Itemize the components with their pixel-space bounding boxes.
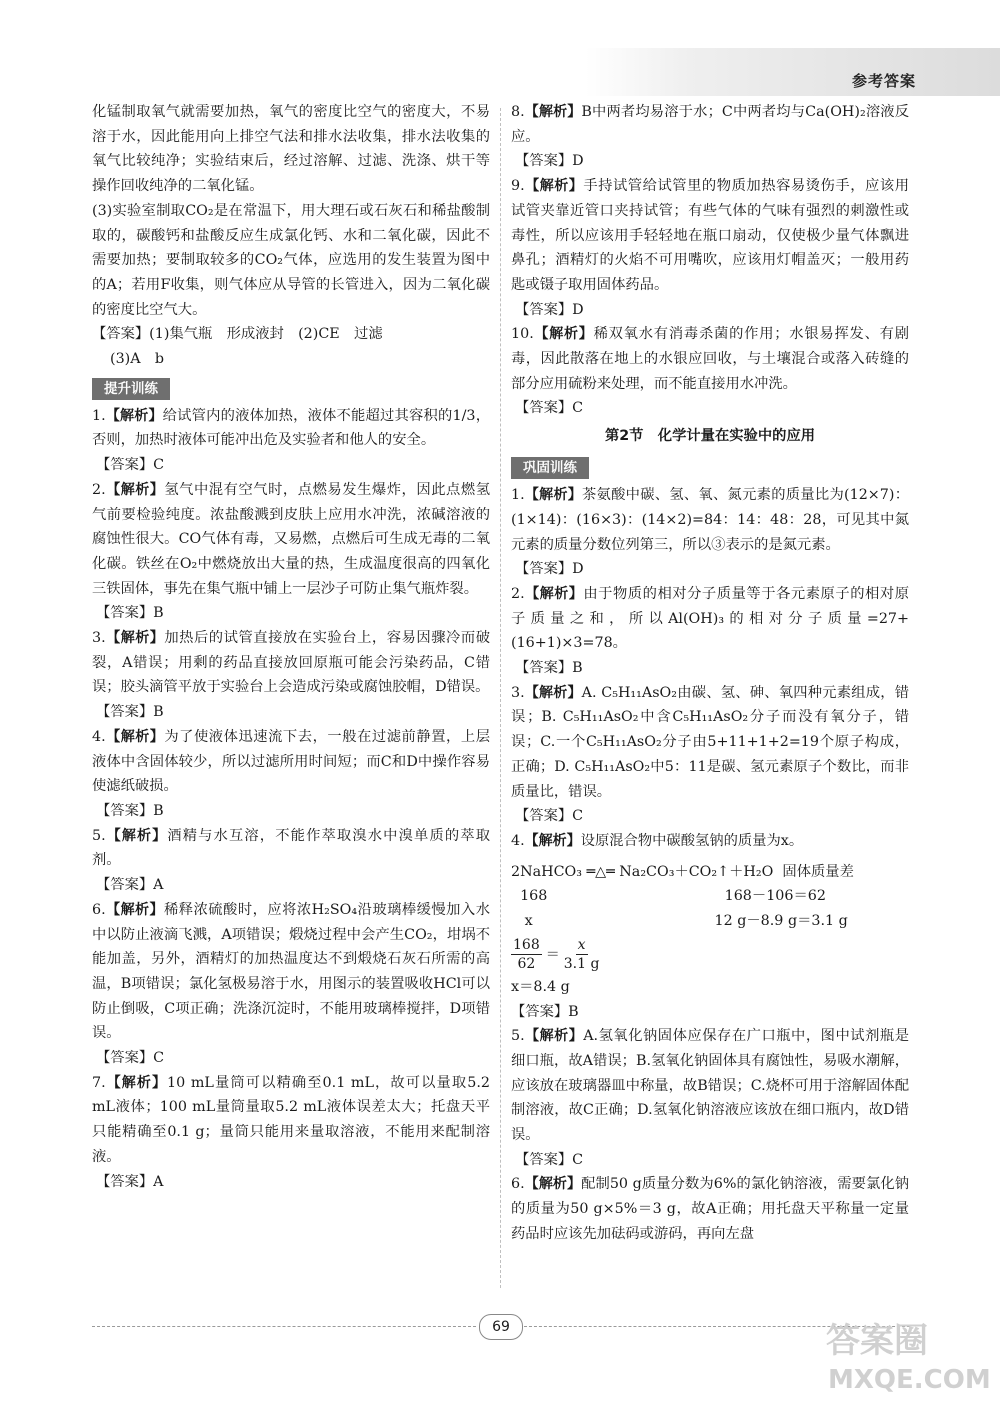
- item-text: 给试管内的液体加热，液体不能超过其容积的1/3，否则，加热时液体可能冲出危及实验者和他人的安全。: [92, 407, 490, 449]
- answer-item: [92, 1071, 490, 1195]
- answer-item: [511, 483, 909, 582]
- answer-item: [511, 1172, 909, 1246]
- watermark-logo: [822, 1314, 998, 1396]
- item-tag: 【解析】: [105, 827, 168, 844]
- item-text: A. C₅H₁₁AsO₂由碳、氢、砷、氧四种元素组成，错误；B. C₅H₁₁AsO₂中含C₅H₁₁AsO₂分子而没有氧分子，错误；C.一个C₅H₁₁AsO₂分子由5+11+1+2=19个原子构成，正确；D. C₅H₁₁AsO₂中5：11是碳、氢元素原子个数比，而非质量比，错误。: [511, 684, 909, 800]
- item-text: 氢气中混有空气时，点燃易发生爆炸，因此点燃氢气前要检验纯度。浓盐酸溅到皮肤上应用水冲洗，浓碱溶液的腐蚀性很大。CO气体有毒，又易燃，点燃后可生成无毒的二氧化碳。铁丝在O₂中燃烧放出大量的热，生成温度很高的四氧化三铁固体，事先在集气瓶中铺上一层沙子可防止集气瓶炸裂。: [92, 481, 490, 597]
- item-body: [92, 478, 490, 602]
- item-answer: 【答案】A: [96, 877, 164, 894]
- item-text: 稀释浓硫酸时，应将浓H₂SO₄沿玻璃棒缓慢加入水中以防止液滴飞溅，A项错误；煅烧过程中会产生CO₂，坩埚不能加盖，另外，酒精灯的加热温度达不到煅烧石灰石所需的高温，B项错误；氯化氢极易溶于水，用图示的装置吸收HCl可以防止倒吸，C项正确；洗涤沉淀时，不能用玻璃棒搅拌，D项错误。: [92, 901, 490, 1042]
- item-number: 1.: [92, 407, 106, 424]
- left-items: [92, 404, 490, 1195]
- item-number: 3.: [511, 684, 525, 701]
- item-body: [92, 626, 490, 700]
- item-body: [92, 725, 490, 799]
- item-tag: 【解析】: [524, 178, 584, 195]
- item-body: [511, 1172, 909, 1246]
- item-body: [92, 404, 490, 453]
- item-number: 2.: [511, 585, 525, 602]
- equation-line-3: x 12 g－8.9 g＝3.1 g: [511, 913, 848, 930]
- item-tag: 【解析】: [105, 1074, 168, 1091]
- intro-paragraph: 化锰制取氧气就需要加热，氧气的密度比空气的密度大，不易溶于水，因此能用向上排空气法和排水法收集，排水法收集的氧气比较纯净；实验结束后，经过溶解、过滤、洗涤、烘干等操作回收纯净的二氧化锰。: [92, 104, 490, 195]
- item-text: 由于物质的相对分子质量等于各元素原子的相对原子质量之和，所以Al(OH)₃的相对分子质量=27+(16+1)×3=78。: [511, 585, 909, 652]
- item-number: 8.: [511, 104, 525, 120]
- item-tag: 【解析】: [524, 1176, 582, 1193]
- frac-num-2: x: [577, 936, 586, 953]
- equation-line-2: 168 168－106＝62: [511, 888, 826, 905]
- item-tag: 【解析】: [105, 407, 163, 424]
- watermark-svg: [822, 1314, 998, 1396]
- answer-item: [92, 626, 490, 725]
- item-body: [511, 322, 909, 396]
- item-answer: 【答案】B: [96, 704, 164, 721]
- item-tag: 【解析】: [524, 585, 584, 602]
- item-number: 5.: [92, 827, 106, 844]
- item-body: [511, 483, 909, 557]
- item-number: 9.: [511, 178, 525, 195]
- item-number: 6.: [92, 901, 106, 918]
- item-body: [511, 681, 909, 805]
- item-text: 配制50 g质量分数为6%的氯化钠溶液，需要氯化钠的质量为50 g×5%＝3 g，故A正确；用托盘天平称量一定量药品时应该先加砝码或游码，再向左盘: [511, 1176, 910, 1242]
- item-text: 稀双氧水有消毒杀菌的作用；水银易挥发、有剧毒，因此散落在地上的水银应回收，与土壤混合或落入砖缝的部分应用硫粉来处理，而不能直接用水冲洗。: [511, 326, 910, 392]
- item-number: 2.: [92, 481, 106, 498]
- section-title: 第2节 化学计量在实验中的应用: [604, 428, 816, 445]
- item-text: 10 mL量筒可以精确至0.1 mL，故可以量取5.2 mL液体；100 mL量筒量取5.2 mL液体误差太大；托盘天平只能精确至0.1 g；量筒只能用来量取溶液，不能用来配制溶液。: [92, 1074, 491, 1165]
- item-answer: 【答案】B: [96, 802, 164, 819]
- header-band: [585, 48, 1000, 96]
- section-tag-tisheng: 提升训练: [92, 378, 170, 400]
- header-title: 参考答案: [851, 72, 916, 90]
- item-body: [92, 898, 490, 1046]
- item-text: 酒精与水互溶，不能作萃取溴水中溴单质的萃取剂。: [92, 827, 491, 869]
- intro-paragraph: (3)实验室制取CO₂是在常温下，用大理石或石灰石和稀盐酸制取的，碳酸钙和盐酸反应生成氯化钙、水和二氧化碳，因此不需要加热；要制取较多的CO₂气体，应选用的发生装置为图中的A；若用F收集，则气体应从导管的长管进入，因为二氧化碳的密度比空气大。: [92, 202, 490, 318]
- item-tag: 【解析】: [524, 684, 582, 701]
- item-body: [511, 174, 909, 298]
- item-number: 1.: [511, 487, 525, 504]
- item-tag: 【解析】: [105, 630, 165, 647]
- right-items-b: [511, 483, 909, 829]
- right-items-c: [511, 1024, 909, 1246]
- item-body: [511, 1024, 909, 1148]
- watermark-text-1: 答案圈: [826, 1321, 928, 1361]
- item-tag: 【解析】: [524, 1028, 584, 1045]
- item-text: B中两者均易溶于水；C中两者均与Ca(OH)₂溶液反应。: [511, 104, 910, 145]
- right-items-a: [511, 100, 909, 421]
- answer-item: [511, 582, 909, 681]
- item-number: 3.: [92, 630, 106, 647]
- item4-answer: 【答案】B: [511, 1003, 579, 1020]
- item-tag: 【解析】: [105, 481, 165, 498]
- frac-den-2: 3.1 g: [563, 955, 600, 972]
- item-number: 7.: [92, 1074, 106, 1091]
- item-text: 为了使液体迅速流下去，一般在过滤前静置，上层液体中含固体较少，所以过滤所用时间短；而C和D中操作容易使滤纸破损。: [92, 728, 490, 795]
- item-number: 4.: [92, 728, 106, 745]
- item-answer: 【答案】D: [515, 301, 584, 318]
- answer-item: [92, 725, 490, 824]
- item-answer: 【答案】A: [96, 1173, 164, 1190]
- item-tag: 【解析】: [105, 901, 164, 918]
- fraction-equation: $\frac{168}{62}$ ＝ $\frac{x}{3.1 g}$: [513, 936, 600, 972]
- left-column: [92, 100, 490, 1194]
- item-answer: 【答案】D: [515, 561, 584, 578]
- answer-item: [92, 824, 490, 898]
- left-intro: [92, 100, 490, 322]
- item-number: 5.: [511, 1028, 525, 1045]
- answer-item: [511, 1024, 909, 1172]
- item-number: 10.: [511, 326, 534, 343]
- item-text: A.氢氧化钠固体应保存在广口瓶中，图中试剂瓶是细口瓶，故A错误；B.氢氧化钠固体具有腐蚀性，易吸水潮解，应该放在玻璃器皿中称量，故B错误；C.烧杯可用于溶解固体配制溶液，故C正确；D.氢氧化钠溶液应该放在细口瓶内，故D错误。: [511, 1028, 909, 1144]
- item-text: 设原混合物中碳酸氢钠的质量为x。: [580, 832, 804, 849]
- answer-item: [511, 681, 909, 829]
- item-answer: 【答案】C: [515, 1151, 584, 1168]
- item-tag: 【解析】: [524, 104, 582, 120]
- answer-item: [92, 478, 490, 626]
- item-tag: 【解析】: [533, 326, 594, 343]
- frac-den-1: 62: [517, 955, 536, 972]
- item-tag: 【解析】: [524, 487, 582, 504]
- frac-num-1: 168: [513, 936, 540, 953]
- item-tag: 【解析】: [105, 728, 165, 745]
- item-answer: 【答案】B: [515, 660, 583, 677]
- item4-result: x＝8.4 g: [511, 978, 570, 995]
- page-number: 69: [479, 1314, 523, 1340]
- equation-reaction: 2NaHCO₃ ═△═ Na₂CO₃＋CO₂↑＋H₂O 固体质量差: [511, 863, 854, 880]
- intro-answer-2: (3)A b: [110, 351, 165, 368]
- item-body: [92, 824, 490, 873]
- item-body: [511, 100, 909, 149]
- item-number: 6.: [511, 1176, 525, 1193]
- right-column: [511, 100, 909, 1247]
- intro-answer: 【答案】(1)集气瓶 形成液封 (2)CE 过滤: [92, 326, 383, 343]
- item-answer: 【答案】C: [515, 400, 584, 417]
- item-text: 加热后的试管直接放在实验台上，容易因骤冷而破裂，A错误；用剩的药品直接放回原瓶可能会污染药品，C错误；胶头滴管平放于实验台上会造成污染或腐蚀胶帽，D错误。: [92, 630, 490, 696]
- answer-item: [511, 322, 909, 421]
- item-number: 4.: [511, 832, 525, 849]
- item-body: [511, 582, 909, 656]
- item-answer: 【答案】C: [515, 808, 584, 825]
- item-text: 茶氨酸中碳、氢、氧、氮元素的质量比为(12×7)：(1×14)：(16×3)：(14×2)=84：14：48：28，可见其中氮元素的质量分数位列第三，所以③表示的是氮元素。: [511, 487, 910, 553]
- watermark-text-2: MXQE.COM: [828, 1365, 991, 1395]
- item-answer: 【答案】B: [96, 605, 164, 622]
- item-answer: 【答案】C: [96, 1050, 165, 1067]
- column-divider: [500, 108, 501, 1288]
- answer-item: [92, 898, 490, 1071]
- answer-item: [511, 174, 909, 322]
- item-answer: 【答案】D: [515, 153, 584, 170]
- item-text: 手持试管给试管里的物质加热容易烫伤手，应该用试管夹靠近管口夹持试管；有些气体的气味有强烈的刺激性或毒性，所以应该用手轻轻地在瓶口扇动，仅使极少量气体飘进鼻孔；酒精灯的火焰不可用嘴吹，应该用灯帽盖灭；一般用药匙或镊子取用固体药品。: [511, 178, 909, 293]
- footer-line-left: [92, 1326, 476, 1327]
- item-answer: 【答案】C: [96, 457, 165, 474]
- item-body: [92, 1071, 490, 1170]
- item-tag: 【解析】: [524, 832, 581, 849]
- answer-item: [511, 100, 909, 174]
- answer-item-4: [511, 829, 909, 854]
- section-tag-gonggu: 巩固训练: [511, 457, 589, 479]
- answer-item: [92, 404, 490, 478]
